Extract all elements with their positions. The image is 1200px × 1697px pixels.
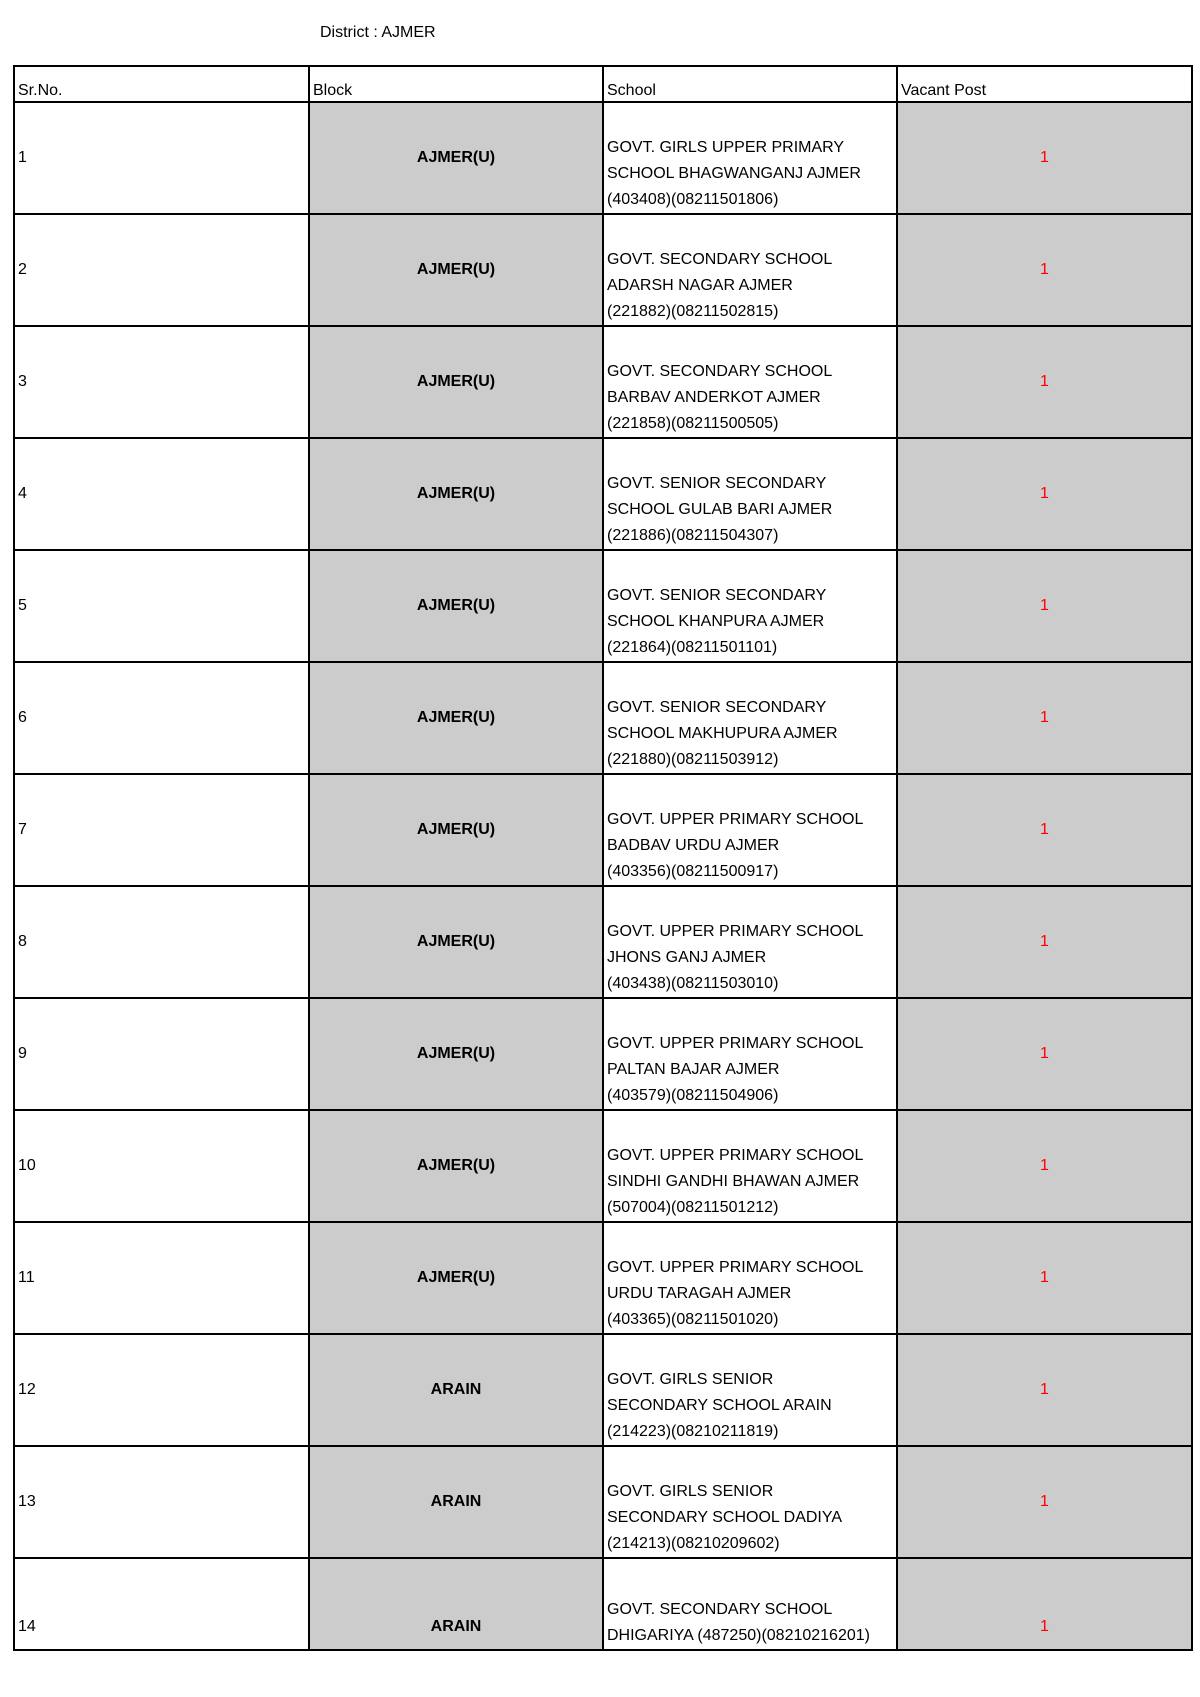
school-line: (403408)(08211501806): [607, 191, 779, 208]
school-cell: [603, 214, 897, 326]
school-line: GOVT. UPPER PRIMARY SCHOOL: [607, 1147, 864, 1164]
school-line: GOVT. UPPER PRIMARY SCHOOL: [607, 1035, 864, 1052]
table-row: [14, 102, 1192, 214]
sr-no-cell: 14: [14, 1558, 309, 1650]
sr-no-cell: 9: [14, 998, 309, 1110]
block-cell: AJMER(U): [309, 1222, 603, 1334]
school-cell: [603, 102, 897, 214]
column-header-vacant-post: Vacant Post: [897, 66, 1192, 102]
school-line: GOVT. UPPER PRIMARY SCHOOL: [607, 923, 864, 940]
sr-no-cell: 2: [14, 214, 309, 326]
table-row: [14, 438, 1192, 550]
block-cell: AJMER(U): [309, 886, 603, 998]
vacant-post-cell: 1: [897, 326, 1192, 438]
school-line: (214223)(08210211819): [607, 1423, 779, 1440]
school-line: SCHOOL KHANPURA AJMER: [607, 613, 825, 630]
table-row: [14, 1110, 1192, 1222]
block-cell: AJMER(U): [309, 326, 603, 438]
school-line: GOVT. SENIOR SECONDARY: [607, 475, 827, 492]
school-line: GOVT. SENIOR SECONDARY: [607, 699, 827, 716]
school-line: (221886)(08211504307): [607, 527, 779, 544]
sr-no-cell: 3: [14, 326, 309, 438]
school-cell: [603, 1558, 897, 1650]
sr-no-cell: 4: [14, 438, 309, 550]
school-line: GOVT. UPPER PRIMARY SCHOOL: [607, 1259, 864, 1276]
school-line: SCHOOL MAKHUPURA AJMER: [607, 725, 838, 742]
block-cell: AJMER(U): [309, 102, 603, 214]
school-line: (214213)(08210209602): [607, 1535, 780, 1552]
vacant-post-cell: 1: [897, 102, 1192, 214]
block-cell: AJMER(U): [309, 774, 603, 886]
vacant-post-cell: 1: [897, 1110, 1192, 1222]
column-header-sr-no: Sr.No.: [14, 66, 309, 102]
school-line: BARBAV ANDERKOT AJMER: [607, 389, 821, 406]
block-cell: AJMER(U): [309, 214, 603, 326]
block-cell: AJMER(U): [309, 1110, 603, 1222]
school-line: (403579)(08211504906): [607, 1087, 779, 1104]
vacant-post-cell: 1: [897, 550, 1192, 662]
school-line: GOVT. SECONDARY SCHOOL: [607, 1601, 833, 1618]
school-line: (403356)(08211500917): [607, 863, 779, 880]
school-line: ADARSH NAGAR AJMER: [607, 277, 793, 294]
school-cell: [603, 1222, 897, 1334]
school-line: (403438)(08211503010): [607, 975, 779, 992]
table-row: [14, 1222, 1192, 1334]
school-cell: [603, 326, 897, 438]
vacant-post-cell: 1: [897, 1558, 1192, 1650]
block-cell: AJMER(U): [309, 662, 603, 774]
school-line: JHONS GANJ AJMER: [607, 949, 767, 966]
school-line: GOVT. SENIOR SECONDARY: [607, 587, 827, 604]
vacancy-table: [13, 65, 1193, 1651]
school-cell: [603, 774, 897, 886]
vacant-post-cell: 1: [897, 214, 1192, 326]
school-line: GOVT. GIRLS SENIOR: [607, 1483, 774, 1500]
vacant-post-cell: 1: [897, 662, 1192, 774]
school-line: PALTAN BAJAR AJMER: [607, 1061, 780, 1078]
table-row: [14, 998, 1192, 1110]
school-cell: [603, 1446, 897, 1558]
column-header-school: School: [603, 66, 897, 102]
sr-no-cell: 13: [14, 1446, 309, 1558]
school-cell: [603, 886, 897, 998]
table-row: [14, 774, 1192, 886]
vacant-post-cell: 1: [897, 1222, 1192, 1334]
school-cell: [603, 1334, 897, 1446]
table-row: [14, 662, 1192, 774]
school-line: URDU TARAGAH AJMER: [607, 1285, 792, 1302]
school-cell: [603, 550, 897, 662]
sr-no-cell: 8: [14, 886, 309, 998]
vacant-post-cell: 1: [897, 1446, 1192, 1558]
district-heading: District : AJMER: [320, 24, 436, 41]
block-cell: AJMER(U): [309, 438, 603, 550]
table-header-row: [14, 66, 1192, 102]
block-cell: ARAIN: [309, 1334, 603, 1446]
sr-no-cell: 5: [14, 550, 309, 662]
school-line: GOVT. UPPER PRIMARY SCHOOL: [607, 811, 864, 828]
school-cell: [603, 1110, 897, 1222]
school-line: (403365)(08211501020): [607, 1311, 779, 1328]
school-line: GOVT. SECONDARY SCHOOL: [607, 251, 833, 268]
block-cell: ARAIN: [309, 1558, 603, 1650]
column-header-block: Block: [309, 66, 603, 102]
sr-no-cell: 12: [14, 1334, 309, 1446]
vacant-post-cell: 1: [897, 998, 1192, 1110]
table-row: [14, 550, 1192, 662]
table-row: [14, 1334, 1192, 1446]
school-line: SECONDARY SCHOOL ARAIN: [607, 1397, 832, 1414]
block-cell: AJMER(U): [309, 550, 603, 662]
table-row: [14, 326, 1192, 438]
school-line: (221858)(08211500505): [607, 415, 779, 432]
school-line: (221864)(08211501101): [607, 639, 778, 656]
vacant-post-cell: 1: [897, 886, 1192, 998]
school-line: GOVT. GIRLS SENIOR: [607, 1371, 774, 1388]
school-cell: [603, 662, 897, 774]
block-cell: AJMER(U): [309, 998, 603, 1110]
school-line: GOVT. GIRLS UPPER PRIMARY: [607, 139, 845, 156]
sr-no-cell: 7: [14, 774, 309, 886]
school-line: (221882)(08211502815): [607, 303, 779, 320]
table-row: [14, 214, 1192, 326]
vacant-post-cell: 1: [897, 774, 1192, 886]
school-line: SCHOOL GULAB BARI AJMER: [607, 501, 833, 518]
school-line: SINDHI GANDHI BHAWAN AJMER: [607, 1173, 860, 1190]
sr-no-cell: 10: [14, 1110, 309, 1222]
school-line: SECONDARY SCHOOL DADIYA: [607, 1509, 843, 1526]
school-line: (507004)(08211501212): [607, 1199, 779, 1216]
school-line: SCHOOL BHAGWANGANJ AJMER: [607, 165, 861, 182]
sr-no-cell: 1: [14, 102, 309, 214]
school-line: (221880)(08211503912): [607, 751, 779, 768]
table-row: [14, 886, 1192, 998]
sr-no-cell: 11: [14, 1222, 309, 1334]
block-cell: ARAIN: [309, 1446, 603, 1558]
school-line: GOVT. SECONDARY SCHOOL: [607, 363, 833, 380]
sr-no-cell: 6: [14, 662, 309, 774]
school-line: BADBAV URDU AJMER: [607, 837, 780, 854]
vacant-post-cell: 1: [897, 438, 1192, 550]
vacant-post-cell: 1: [897, 1334, 1192, 1446]
school-line: DHIGARIYA (487250)(08210216201): [607, 1627, 870, 1644]
table-row: [14, 1446, 1192, 1558]
school-cell: [603, 998, 897, 1110]
table-row: [14, 1558, 1192, 1650]
school-cell: [603, 438, 897, 550]
